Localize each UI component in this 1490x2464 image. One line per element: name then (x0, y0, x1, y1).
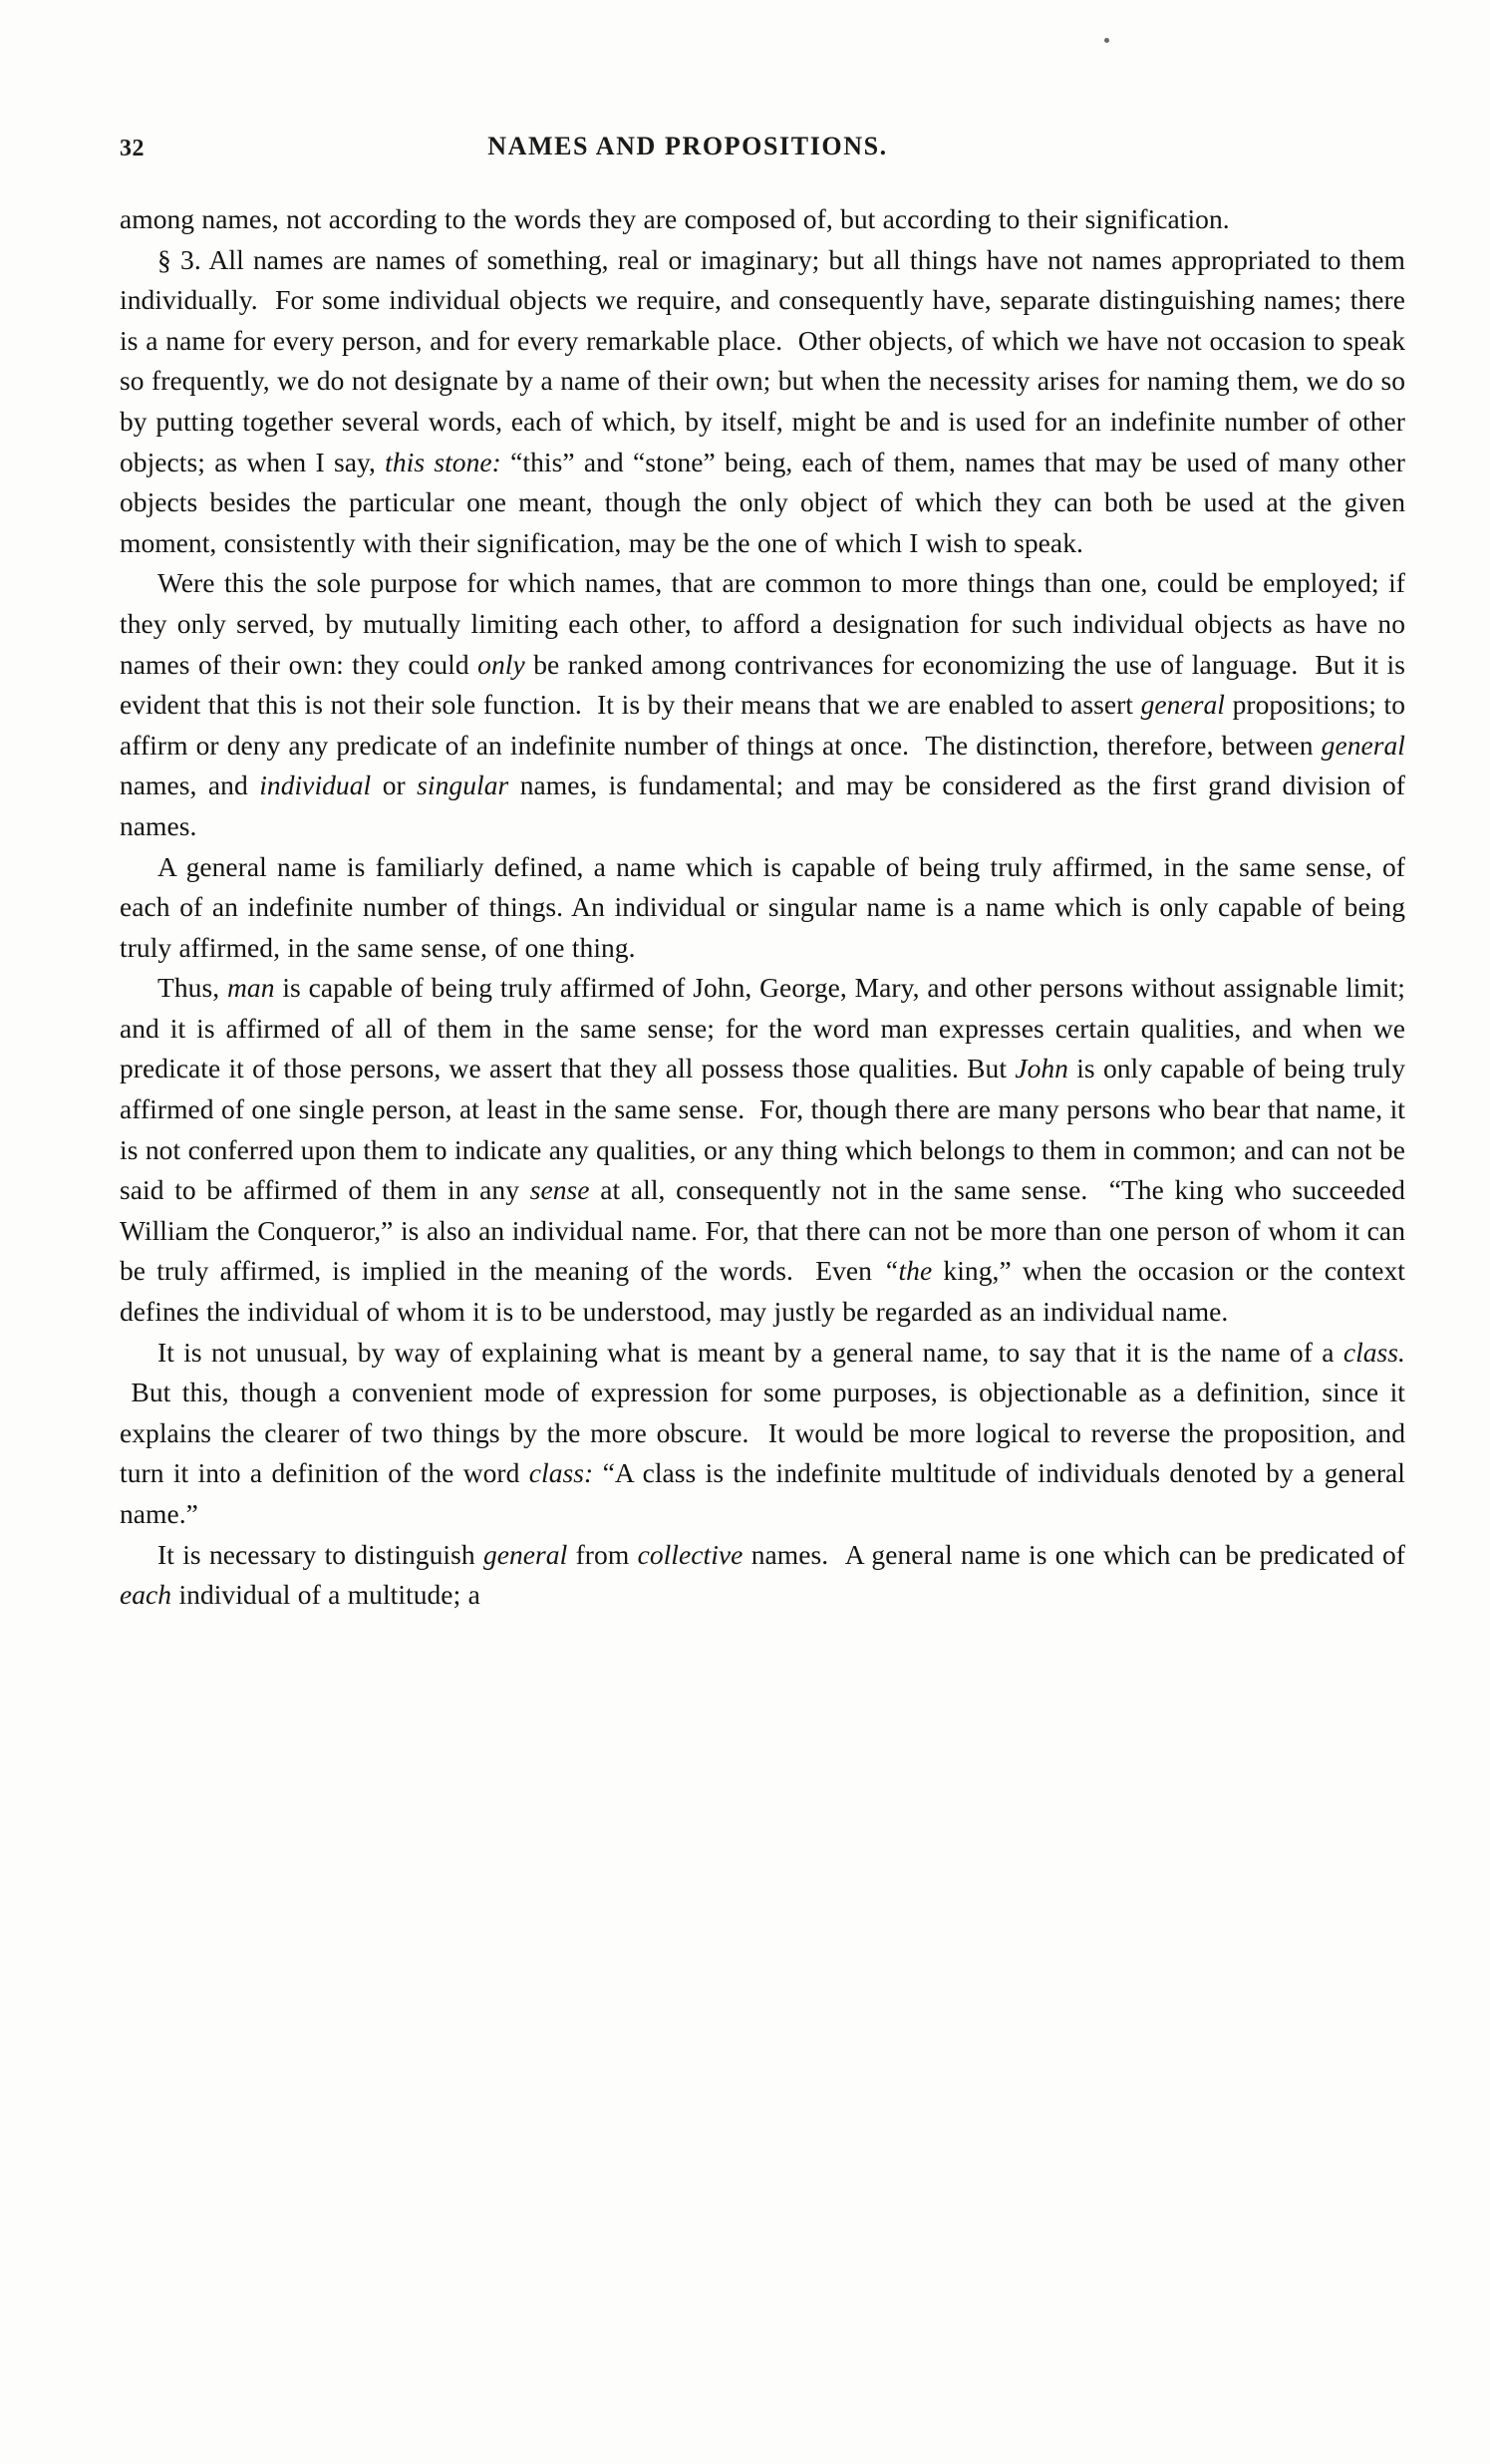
para-thus-man: Thus, man is capable of being truly affirmed of John, George, Mary, and other persons without assignable limit; and it is affirmed of all of them in the same sense; for the word man expresses certain qualities, and when we predicate it of those persons, we assert that they all possess those qualities. But John is only capable of being truly affirmed of one single person, at least in the same sense. For, though there are many persons who bear that name, it is not conferred upon them to indicate any qualities, or any thing which belongs to them in common; and can not be said to be affirmed of them in any sense at all, consequently not in the same sense. “The king who succeeded William the Conqueror,” is also an individual name. For, that there can not be more than one person of whom it can be truly affirmed, is implied in the meaning of the words. Even “the king,” when the occasion or the context defines the individual of whom it is to be understood, may justly be regarded as an individual name. (120, 972, 1405, 1328)
running-head: NAMES AND PROPOSITIONS. (487, 132, 888, 160)
para-were-this: Were this the sole purpose for which names, that are common to more things than one, could be employed; if they only served, by mutually limiting each other, to afford a designation for such individual objects as have no names of their own: they could only be ranked among contrivances for economizing the use of language. But it is evident that this is not their sole function. It is by their means that we are enabled to assert general propositions; to affirm or deny any predicate of an indefinite number of things at once. The distinction, therefore, between general names, and individual or singular names, is fundamental; and may be considered as the first grand division of names. (120, 567, 1405, 841)
body-text (120, 199, 1405, 1616)
para-catchline: among names, not according to the words they are composed of, but according to their signification. (120, 203, 1230, 234)
para-necessary-distinguish: It is necessary to distinguish general from collective names. A general name is one which can be predicated of each individual of a multitude; a (120, 1538, 1405, 1611)
para-general-name-defined: A general name is familiarly defined, a name which is capable of being truly affirmed, in the same sense, of each of an indefinite number of things. An individual or singular name is a name which is only capable of being truly affirmed, in the same sense, of one thing. (120, 850, 1405, 963)
para-not-unusual: It is not unusual, by way of explaining what is meant by a general name, to say that it is the name of a class. But this, though a convenient mode of expression for some purposes, is objectionable as a definition, since it explains the clearer of two things by the more obscure. It would be more logical to reverse the proposition, and turn it into a definition of the word class: “A class is the indefinite multitude of individuals denoted by a general name.” (120, 1336, 1405, 1529)
page-number: 32 (120, 136, 145, 161)
para-section-3: § 3. All names are names of something, real or imaginary; but all things have not names appropriated to them individually. For some individual objects we require, and consequently have, separate distinguishing names; there is a name for every person, and for every remarkable place. Other objects, of which we have not occasion to speak so frequently, we do not designate by a name of their own; but when the necessity arises for naming them, we do so by putting together several words, each of which, by itself, might be and is used for an indefinite number of other objects; as when I say, this stone: “this” and “stone” being, each of them, names that may be used of many other objects besides the particular one meant, though the only object of which they can both be used at the given moment, consistently with their signification, may be the one of which I wish to speak. (120, 243, 1405, 558)
page-header (120, 132, 1415, 165)
print-speck (1104, 38, 1109, 43)
